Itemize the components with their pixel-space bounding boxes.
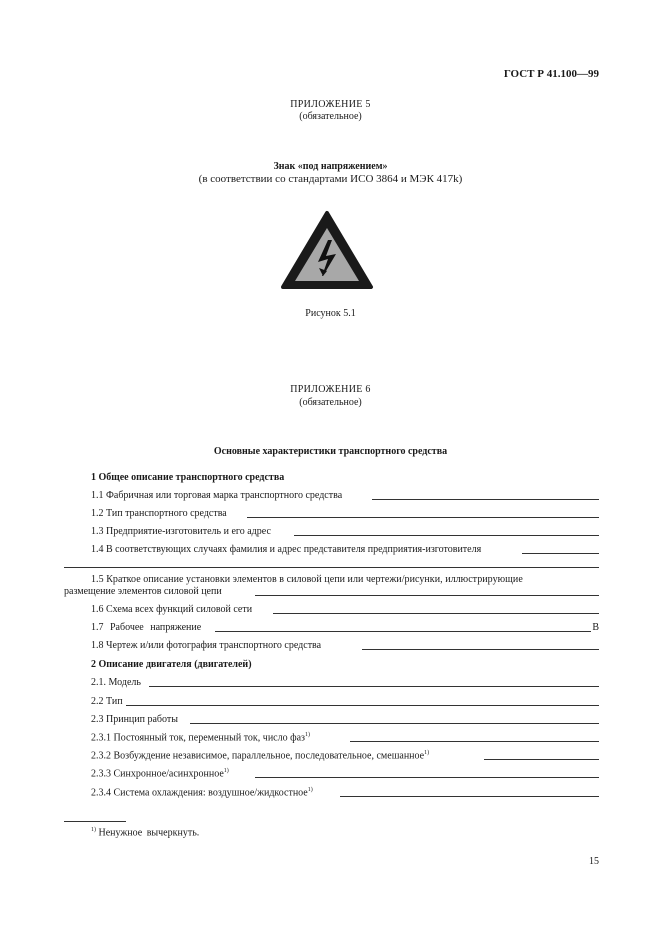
item-2-3-3-text: 2.3.3 Синхронное/асинхронное [91, 768, 224, 780]
item-1-7-field[interactable] [215, 631, 591, 632]
appendix5-subtitle: (обязательное) [299, 111, 362, 122]
item-2-2-label: 2.2 Тип [91, 696, 123, 707]
item-1-8-label: 1.8 Чертеж и/или фотография транспортного средства [91, 640, 322, 651]
figure-caption: Рисунок 5.1 [305, 308, 356, 319]
sign-title: Знак «под напряжением» [273, 161, 388, 172]
item-2-3-1-label [91, 732, 310, 743]
item-1-1-field[interactable] [372, 499, 599, 500]
item-1-1-label: 1.1 Фабричная или торговая марка транспортного средства [91, 490, 343, 501]
footnote-text: Ненужное вычеркнуть. [98, 827, 200, 839]
section2-title: 2 Описание двигателя (двигателей) [91, 659, 252, 670]
item-1-3-field[interactable] [294, 535, 599, 536]
item-2-3-2-field[interactable] [484, 759, 599, 760]
item-2-3-4-text: 2.3.4 Система охлаждения: воздушное/жидкостное [91, 787, 308, 799]
item-1-4-field[interactable] [522, 553, 599, 554]
item-1-5-field[interactable] [255, 595, 599, 596]
appendix6-title: ПРИЛОЖЕНИЕ 6 [290, 384, 371, 395]
appendix6-subtitle: (обязательное) [299, 397, 362, 408]
item-1-6-field[interactable] [273, 613, 599, 614]
footnote-mark: 1) [91, 827, 96, 833]
footnote [91, 827, 199, 838]
item-1-4-label: 1.4 В соответствующих случаях фамилия и адрес представителя предприятия-изготовителя [91, 544, 482, 555]
item-1-6-label: 1.6 Схема всех функций силовой сети [91, 604, 253, 615]
item-1-8-field[interactable] [362, 649, 599, 650]
item-1-5-label-line2: размещение элементов силовой цепи [64, 586, 222, 597]
item-1-2-label: 1.2 Тип транспортного средства [91, 508, 227, 519]
item-1-2-field[interactable] [247, 517, 599, 518]
item-2-3-field[interactable] [190, 723, 599, 724]
item-2-2-field[interactable] [126, 705, 599, 706]
item-2-1-field[interactable] [149, 686, 599, 687]
high-voltage-warning-sign [280, 210, 374, 290]
item-2-3-4-label [91, 787, 313, 798]
footnote-ref: 1) [424, 750, 430, 756]
footnote-ref: 1) [304, 732, 310, 738]
sign-subtitle: (в соответствии со стандартами ИСО 3864 и МЭК 417k) [198, 173, 463, 185]
item-1-3-label: 1.3 Предприятие-изготовитель и его адрес [91, 526, 271, 537]
item-2-3-2-text: 2.3.2 Возбуждение независимое, параллельное, последовательное, смешанное [91, 750, 425, 762]
item-1-7-unit: В [592, 622, 599, 633]
item-2-3-1-text: 2.3.1 Постоянный ток, переменный ток, число фаз [91, 732, 305, 744]
footnote-divider [64, 821, 126, 822]
item-2-3-1-field[interactable] [350, 741, 599, 742]
item-2-3-2-label [91, 750, 429, 761]
item-1-4-field-continuation[interactable] [64, 567, 599, 568]
item-2-3-label: 2.3 Принцип работы [91, 714, 178, 725]
section1-title: 1 Общее описание транспортного средства [91, 472, 285, 483]
item-2-1-label: 2.1. Модель [91, 677, 141, 688]
item-1-7-label: 1.7 Рабочее напряжение [91, 622, 202, 633]
item-2-3-4-field[interactable] [340, 796, 599, 797]
footnote-ref: 1) [307, 787, 313, 793]
item-2-3-3-label [91, 768, 229, 779]
item-2-3-3-field[interactable] [255, 777, 599, 778]
footnote-ref: 1) [223, 768, 229, 774]
appendix5-title: ПРИЛОЖЕНИЕ 5 [290, 99, 371, 110]
item-1-5-label-line1: 1.5 Краткое описание установки элементов в силовой цепи или чертежи/рисунки, иллюстрирующие [91, 574, 523, 585]
standard-number: ГОСТ Р 41.100—99 [503, 68, 599, 80]
appendix6-main-title: Основные характеристики транспортного средства [213, 446, 448, 457]
page-number: 15 [589, 856, 599, 867]
